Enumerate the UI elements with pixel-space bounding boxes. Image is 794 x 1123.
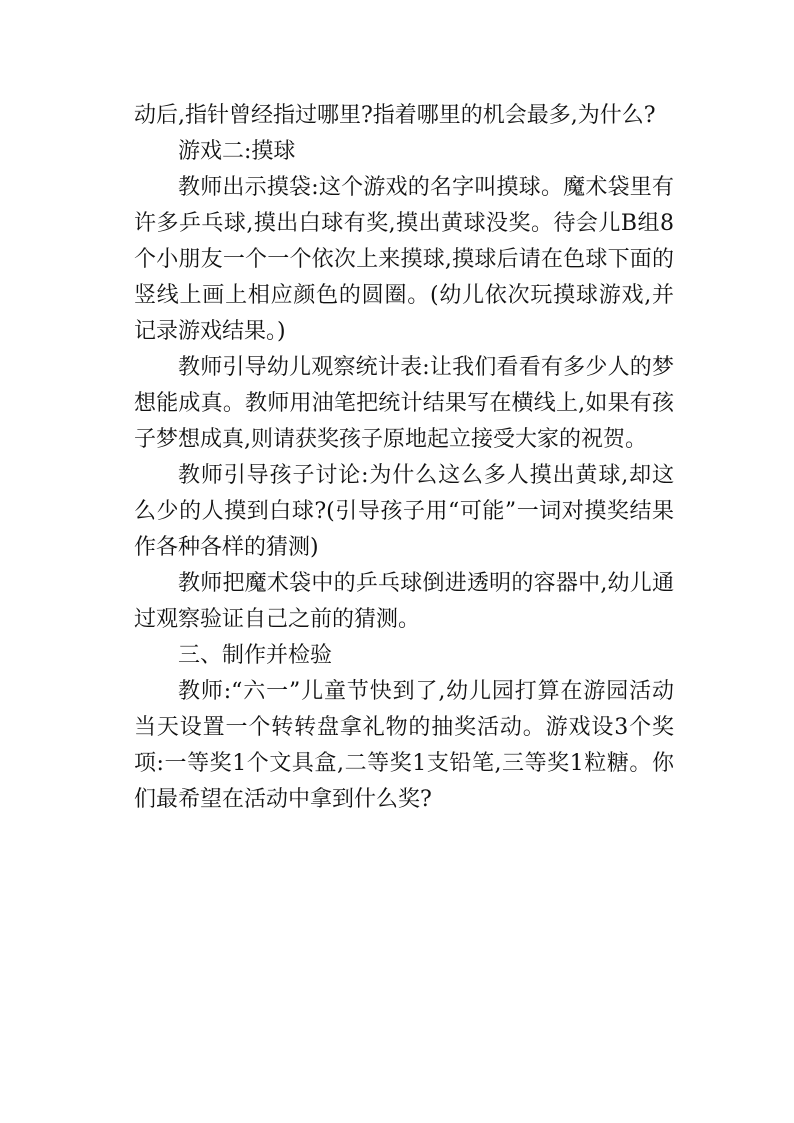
paragraph-continuation: 动后,指针曾经指过哪里?指着哪里的机会最多,为什么? [134,103,656,128]
paragraph-observe-table: 教师引导幼儿观察统计表:让我们看看有多少人的梦想能成真。教师用油笔把统计结果写在横线上,如果有孩子梦想成真,则请获奖孩子原地起立接受大家的祝贺。 [134,355,674,452]
paragraph-discussion: 教师引导孩子讨论:为什么这么多人摸出黄球,却这么少的人摸到白球?(引导孩子用“可能”一词对摸奖结果作各种各样的猜测) [134,463,674,560]
heading-section-three: 三、制作并检验 [178,643,333,668]
paragraph-verify: 教师把魔术袋中的乒乓球倒进透明的容器中,幼儿通过观察验证自己之前的猜测。 [134,571,674,632]
paragraph-show-bag: 教师出示摸袋:这个游戏的名字叫摸球。魔术袋里有许多乒乓球,摸出白球有奖,摸出黄球没奖。待会儿B组8个小朋友一个一个依次上来摸球,摸球后请在色球下面的竖线上画上相应颜色的圆圈。(幼儿依次玩摸球游戏,并记录游戏结果。) [134,175,674,344]
document-page [134,98,674,818]
heading-game-two: 游戏二:摸球 [178,139,296,164]
paragraph-children-day: 教师:“六一”儿童节快到了,幼儿园打算在游园活动当天设置一个转转盘拿礼物的抽奖活动。游戏设3个奖项:一等奖1个文具盒,二等奖1支铅笔,三等奖1粒糖。你们最希望在活动中拿到什么奖? [134,679,674,812]
